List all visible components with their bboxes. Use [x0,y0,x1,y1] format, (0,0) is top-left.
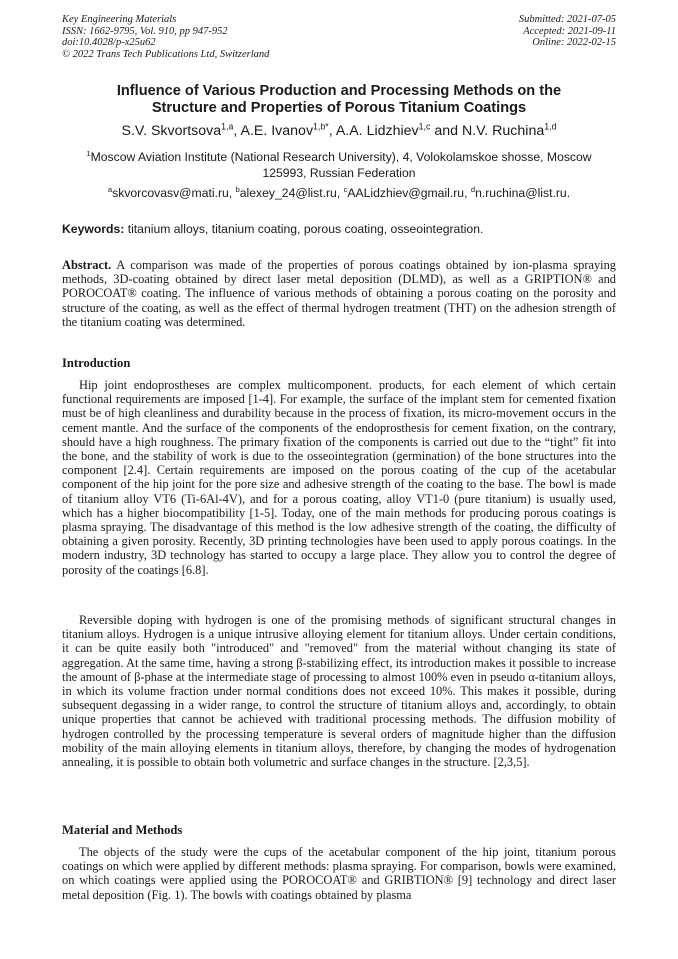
author-name: S.V. Skvortsova [121,123,222,139]
email-mark: b [235,184,240,194]
email-link[interactable]: skvorcovasv@mati.ru, [112,186,236,200]
email-link[interactable]: alexey_24@list.ru, [239,186,344,200]
author-separator: , [233,123,241,139]
submission-dates [519,14,616,49]
keywords [62,222,616,236]
paragraph: Hip joint endoprostheses are complex multicomponent. products, for each element of which certain functional requirements are imposed [1-4]. For example, the surface of the implant stem for cemented fixation must be of high cleanliness and durability because in the process of fixation, its micro-movement occurs in the cement mantle. And the surface of the components of the endoprosthesis for cement fixation, on the contrary, should have a high roughness. The primary fixation of the components is carried out due to the “tight” fit into the bone, and the stability of work is due to the osseointegration (germination) of the bone structures into the component [2.4]. Certain requirements are imposed on the porous coating of the cup of the acetabular component of the hip joint for the pore size and adhesive strength of the coating to the base. The bowl is made of titanium alloy VT6 (Ti-6Al-4V), and for a porous coating, alloy VT1-0 (pure titanium) is usually used, which has a higher biocompatibility [1-5]. Today, one of the main methods for producing porous coatings is plasma spraying. The disadvantage of this method is the low adhesive strength of the coating, the difficulty of obtaining a given porosity. Recently, 3D printing technologies have been used to apply porous coatings. In the modern industry, 3D technology has started to occupy a large place. They allow you to control the degree of porosity of the coatings [6.8]. [62,378,616,577]
journal-name: Key Engineering Materials [62,14,177,25]
journal-doi: doi:10.4028/p-x25u62 [62,37,156,49]
accepted-date: Accepted: 2021-09-11 [523,25,616,37]
section-heading-methods: Material and Methods [62,823,183,837]
online-date: Online: 2022-02-15 [532,37,616,49]
email-link[interactable]: n.ruchina@list.ru. [475,186,571,200]
author-affiliation-mark: 1,b* [313,121,329,132]
keywords-text: titanium alloys, titanium coating, porous coating, osseointegration. [124,222,484,236]
journal-issn: ISSN: 1662-9795, Vol. 910, pp 947-952 [62,25,228,37]
title-line: Structure and Properties of Porous Titanium Coatings [151,100,527,117]
journal-copyright: © 2022 Trans Tech Publications Ltd, Switzerland [62,48,270,60]
abstract-text: A comparison was made of the properties of porous coatings obtained by ion-plasma spraying methods, 3D-coating obtained by direct laser metal deposition (DLMD), as well as a GRIPTION® and POROCOAT® coating. The influence of various methods of obtaining a porous coating on the porosity and structure of the coating, as well as the effect of thermal hydrogen treatment (THT) on the adhesion strength of the titanium coating was determined. [62,258,616,329]
author-separator: and [430,123,462,139]
email-mark: a [107,184,113,194]
author-emails [62,186,616,200]
affiliation [70,150,608,181]
paragraph: Reversible doping with hydrogen is one of the promising methods of significant structural changes in titanium alloys. Hydrogen is a unique intrusive alloying element for titanium alloys. Under certain conditions, it can be quite easily both "introduced" and "removed" from the material without changing its state of aggregation. At the same time, having a strong β-stabilizing effect, its introduction makes it possible to increase the amount of β-phase at the intermediate stage of processing to almost 100% even in pseudo α-titanium alloys, in which its volume fraction under normal conditions does not exceed 10%. This makes it possible, during subsequent degassing in a wider range, to control the structure of titanium alloys and, accordingly, to obtain unique properties that cannot be achieved with traditional processing methods. The diffusion mobility of hydrogen controlled by the processing temperature is several orders of magnitude higher than the diffusion mobility of the main alloying elements in titanium alloys, therefore, by changing the modes of hydrogenation annealing, it is possible to obtain both volumetric and surface changes in the structure. [2,3,5]. [62,613,616,770]
keywords-label: Keywords: [62,222,125,236]
author-name: N.V. Ruchina [461,123,545,139]
email-mark: d [470,184,476,194]
affiliation-text: Moscow Aviation Institute (National Research University), 4, Volokolamskoe shosse, Moscow 125993, Russian Federation [90,150,592,180]
email-mark: c [343,184,348,194]
author-name: A.E. Ivanov [240,123,314,139]
title-line: Influence of Various Production and Processing Methods on the [116,83,562,99]
section-heading-introduction: Introduction [62,356,131,370]
abstract [62,258,616,329]
author-affiliation-mark: 1,d [544,121,557,132]
author-affiliation-mark: 1,c [418,121,431,132]
email-link[interactable]: AALidzhiev@gmail.ru, [347,186,471,200]
affiliation-mark: 1 [86,148,91,158]
author-separator: , [328,123,336,139]
submitted-date: Submitted: 2021-07-05 [518,14,616,25]
author-list [62,123,616,140]
journal-info [62,14,269,60]
author-affiliation-mark: 1,a [221,121,234,132]
paragraph: The objects of the study were the cups of the acetabular component of the hip joint, titanium porous coatings on which were applied by different methods: plasma spraying. For comparison, bowls were examined, on which coatings were applied using the POROCOAT® and GRIBTION® [9] technology and direct laser metal deposition (Fig. 1). The bowls with coatings obtained by plasma [62,845,616,902]
abstract-label: Abstract. [62,258,112,272]
author-name: A.A. Lidzhiev [335,123,419,139]
paper-title [62,83,616,118]
